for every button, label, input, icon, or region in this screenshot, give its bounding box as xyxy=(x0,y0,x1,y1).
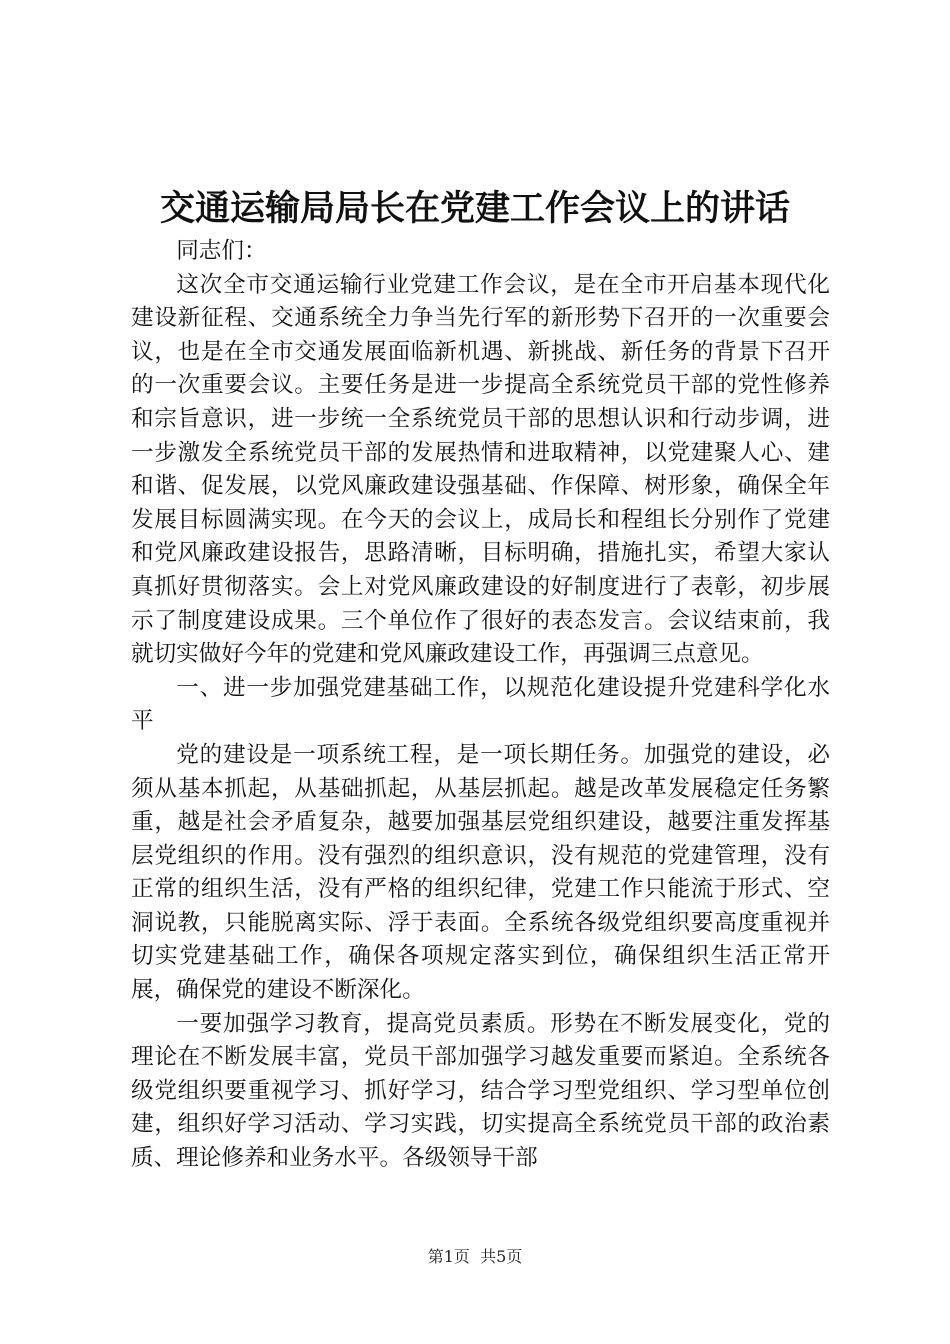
page-footer xyxy=(0,1246,950,1268)
document-title: 交通运输局局长在党建工作会议上的讲话 xyxy=(159,188,790,229)
document-body xyxy=(131,235,830,1176)
page-number: 第1页 xyxy=(427,1247,470,1266)
section-heading-1: 一、进一步加强党建基础工作，以规范化建设提升党建科学化水平 xyxy=(131,674,830,735)
page-total: 共5页 xyxy=(480,1247,523,1266)
paragraph-intro: 这次全市交通运输行业党建工作会议，是在全市开启基本现代化建设新征程、交通系统全力争当先行军的新形势下召开的一次重要会议，也是在全市交通发展面临新机遇、新挑战、新任务的背景下召开的一次重要会议。主要任务是进一步提高全系统党员干部的党性修养和宗旨意识，进一步统一全系统党员干部的思想认识和行动步调，进一步激发全系统党员干部的发展热情和进取精神，以党建聚人心、建和谐、促发展，以党风廉政建设强基础、作保障、树形象，确保全年发展目标圆满实现。在今天的会议上，成局长和程组长分别作了党建和党风廉政建设报告，思路清晰，目标明确，措施扎实，希望大家认真抓好贯彻落实。会上对党风廉政建设的好制度进行了表彰，初步展示了制度建设成果。三个单位作了很好的表态发言。会议结束前，我就切实做好今年的党建和党风廉政建设工作，再强调三点意见。 xyxy=(131,271,830,668)
paragraph-study-education: 一要加强学习教育，提高党员素质。形势在不断发展变化，党的理论在不断发展丰富，党员干部加强学习越发重要而紧迫。全系统各级党组织要重视学习、抓好学习，结合学习型党组织、学习型单位创建，组织好学习活动、学习实践，切实提高全系统党员干部的政治素质、理论修养和业务水平。各级领导干部 xyxy=(131,1010,830,1172)
salutation: 同志们： xyxy=(176,238,267,264)
paragraph-party-building: 党的建设是一项系统工程，是一项长期任务。加强党的建设，必须从基本抓起，从基础抓起，从基层抓起。越是改革发展稳定任务繁重，越是社会矛盾复杂，越要加强基层党组织建设，越要注重发挥基层党组织的作用。没有强烈的组织意识，没有规范的党建管理，没有正常的组织生活，没有严格的组织纪律，党建工作只能流于形式、空洞说教，只能脱离实际、浮于表面。全系统各级党组织要高度重视并切实党建基础工作，确保各项规定落实到位，确保组织生活正常开展，确保党的建设不断深化。 xyxy=(131,741,830,1004)
